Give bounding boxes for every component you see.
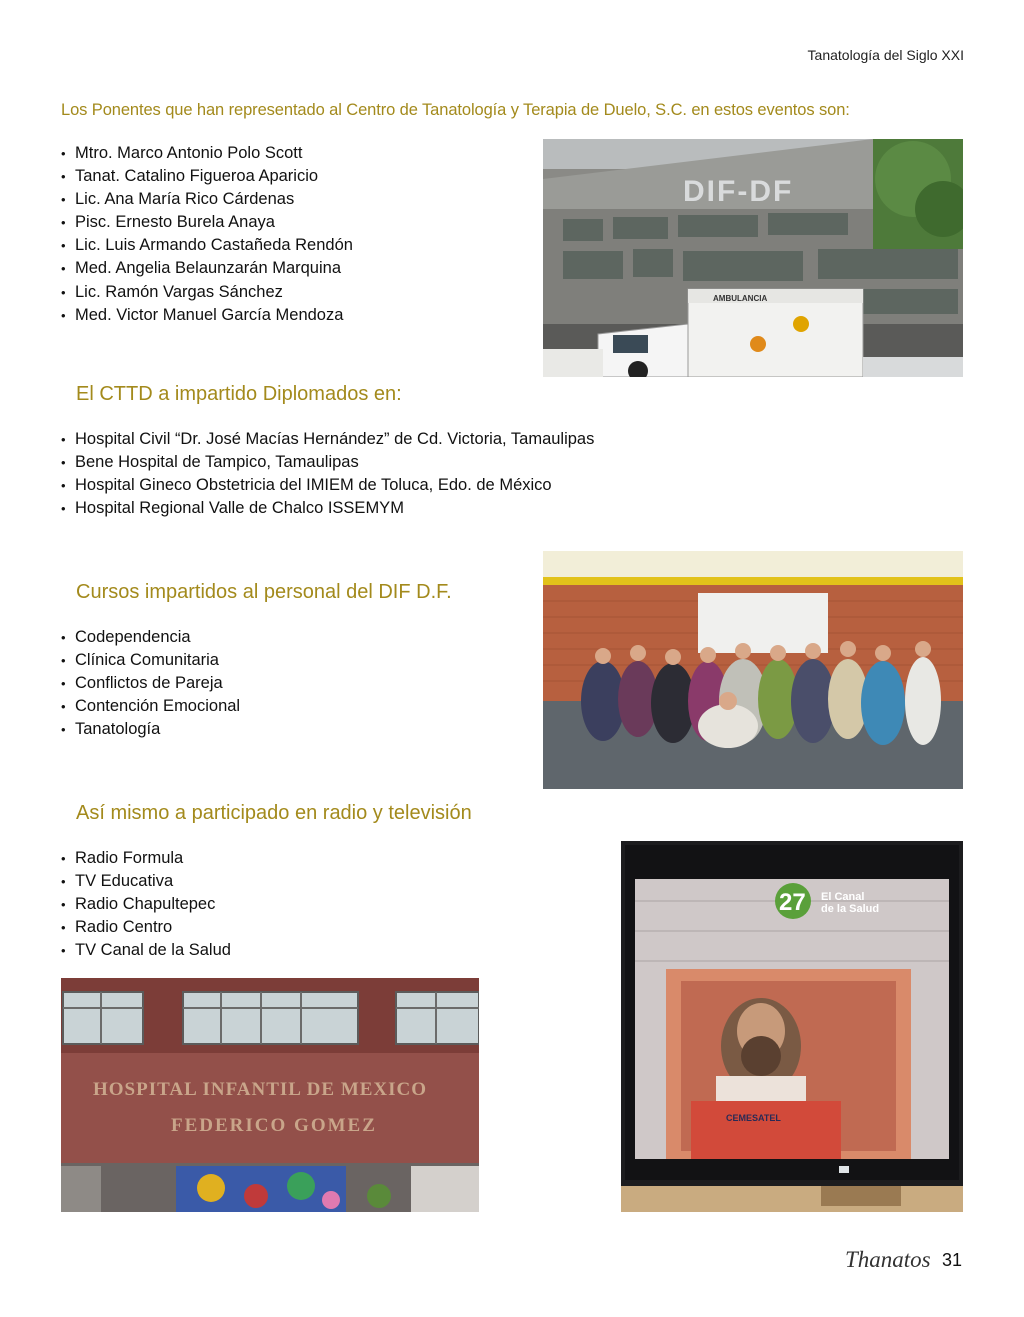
- list-item: • Lic. Luis Armando Castañeda Rendón: [61, 234, 353, 257]
- channel-name-line-2: de la Salud: [821, 903, 880, 915]
- list-item: • Tanat. Catalino Figueroa Aparicio: [61, 165, 353, 188]
- list-item: • Conflictos de Pareja: [61, 672, 240, 695]
- hospital-sign-line-1: HOSPITAL INFANTIL DE MEXICO: [93, 1079, 428, 1100]
- list-item: • Contención Emocional: [61, 695, 240, 718]
- list-item: • Hospital Regional Valle de Chalco ISSEMYM: [61, 497, 594, 520]
- cursos-list: [61, 626, 240, 741]
- list-item: • Bene Hospital de Tampico, Tamaulipas: [61, 451, 594, 474]
- intro-text: Los Ponentes que han representado al Centro de Tanatología y Terapia de Duelo, S.C. en estos eventos son:: [61, 101, 850, 119]
- diplomados-list: [61, 428, 594, 520]
- list-item: • Codependencia: [61, 626, 240, 649]
- dif-building-photo: [543, 139, 963, 377]
- medios-heading: Así mismo a participado en radio y televisión: [76, 802, 472, 824]
- podium-label: CEMESATEL: [726, 1113, 781, 1123]
- group-photo: [543, 551, 963, 789]
- list-item: • Lic. Ana María Rico Cárdenas: [61, 188, 353, 211]
- list-item: • Tanatología: [61, 718, 240, 741]
- list-item: • TV Canal de la Salud: [61, 939, 231, 962]
- list-item: • Radio Formula: [61, 847, 231, 870]
- medios-list: [61, 847, 231, 962]
- list-item: • TV Educativa: [61, 870, 231, 893]
- speakers-list: [61, 142, 353, 327]
- channel-name-line-1: El Canal: [821, 891, 865, 903]
- tv-screen-photo: [621, 841, 963, 1212]
- channel-number: 27: [779, 889, 806, 916]
- list-item: • Hospital Civil “Dr. José Macías Hernández” de Cd. Victoria, Tamaulipas: [61, 428, 594, 451]
- list-item: • Mtro. Marco Antonio Polo Scott: [61, 142, 353, 165]
- list-item: • Pisc. Ernesto Burela Anaya: [61, 211, 353, 234]
- list-item: • Med. Angelia Belaunzarán Marquina: [61, 257, 353, 280]
- page-number: 31: [942, 1250, 963, 1270]
- running-header: Tanatología del Siglo XXI: [807, 47, 964, 63]
- ambulance-label: AMBULANCIA: [713, 294, 768, 303]
- list-item: • Clínica Comunitaria: [61, 649, 240, 672]
- magazine-brand: Thanatos: [845, 1247, 931, 1272]
- hospital-facade-photo: [61, 978, 479, 1212]
- list-item: • Radio Chapultepec: [61, 893, 231, 916]
- diplomados-heading: El CTTD a impartido Diplomados en:: [76, 383, 402, 405]
- cursos-heading: Cursos impartidos al personal del DIF D.F.: [76, 581, 452, 603]
- list-item: • Radio Centro: [61, 916, 231, 939]
- list-item: • Med. Victor Manuel García Mendoza: [61, 304, 353, 327]
- hospital-sign-line-2: FEDERICO GOMEZ: [171, 1115, 377, 1136]
- dif-sign: DIF-DF: [683, 175, 794, 208]
- list-item: • Hospital Gineco Obstetricia del IMIEM de Toluca, Edo. de México: [61, 474, 594, 497]
- list-item: • Lic. Ramón Vargas Sánchez: [61, 281, 353, 304]
